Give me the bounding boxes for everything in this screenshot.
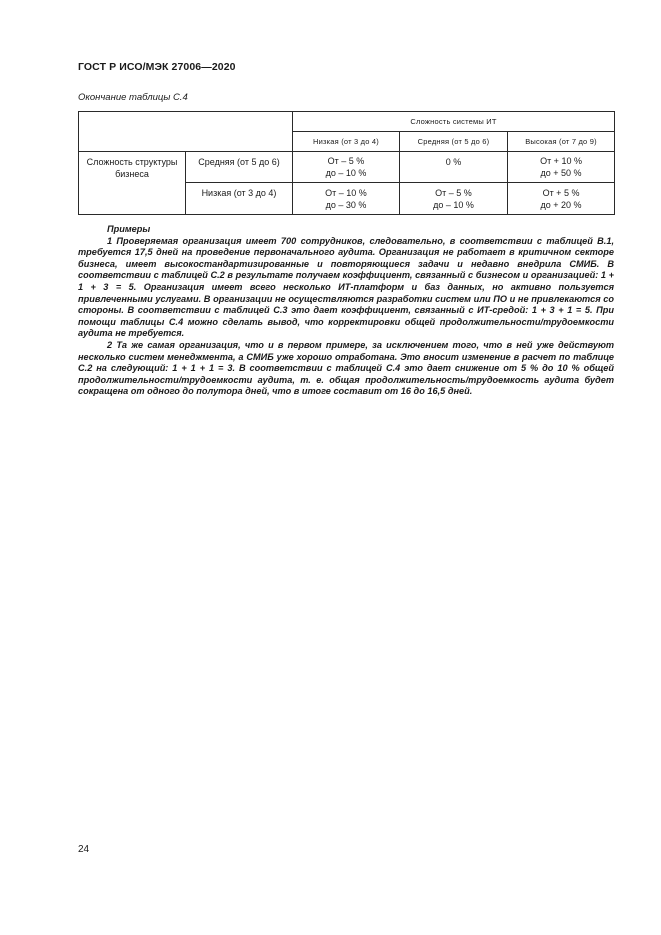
document-header: ГОСТ Р ИСО/МЭК 27006—2020 — [78, 61, 236, 73]
table-cell: От – 10 % до – 30 % — [293, 183, 400, 215]
example-paragraph-2: 2 Та же самая организация, что и в первом примере, за исключением того, что в ней уже действуют несколько систем менеджмента, а СМИБ уже хорошо отработана. Это вносит изменение в расчет по таблице С.2 на следующий: 1 + 1 + 1 = 3. В соответствии с таблицей С.4 это дает снижение от 5 % до 10 % общей продолжительности/трудоемкости аудита, т. е. общая продолжительность/трудоемкость аудита будет сокращена от одного до полутора дней, что в итоге составит от 16 до 16,5 дней. — [78, 339, 614, 397]
column-header-high: Высокая (от 7 до 9) — [508, 132, 615, 152]
table-cell: 0 % — [400, 152, 508, 183]
complexity-table — [78, 111, 615, 215]
business-complexity-label: Сложность структуры бизнеса — [79, 152, 186, 215]
row-label-medium: Средняя (от 5 до 6) — [186, 152, 293, 183]
examples-section — [78, 224, 614, 398]
row-label-low: Низкая (от 3 до 4) — [186, 183, 293, 215]
table-caption: Окончание таблицы С.4 — [78, 92, 188, 103]
page-number: 24 — [78, 844, 90, 855]
table-cell: От – 5 % до – 10 % — [400, 183, 508, 215]
it-complexity-header: Сложность системы ИТ — [293, 112, 615, 132]
example-paragraph-1: 1 Проверяемая организация имеет 700 сотрудников, следовательно, в соответствии с таблицей В.1, требуется 17,5 дней на проведение первоначального аудита. Организация не работает в критичном секторе бизнеса, имеет высокостандартизированные и повторяющиеся задачи и недавно внедрила СМИБ. В соответствии с таблицей С.2 в результате получаем коэффициент, связанный с бизнесом и организацией: 1 + 1 + 3 = 5. Организация имеет всего несколько ИТ-платформ и баз данных, но активно пользуется привлеченными услугами. В организации не осуществляются разработки систем или ПО и не привлекаются со стороны. В соответствии с таблицей С.3 это дает коэффициент, связанный с ИТ-средой: 1 + 3 + 1 = 5. При помощи таблицы С.4 можно сделать вывод, что корректировки общей продолжительности/трудоемкости аудита не требуется. — [78, 235, 614, 339]
table-header-row — [79, 112, 615, 132]
table-cell: От – 5 % до – 10 % — [293, 152, 400, 183]
column-header-medium: Средняя (от 5 до 6) — [400, 132, 508, 152]
table-corner-cell — [79, 112, 293, 152]
table-cell: От + 5 % до + 20 % — [508, 183, 615, 215]
table-cell: От + 10 % до + 50 % — [508, 152, 615, 183]
table-row — [79, 152, 615, 183]
examples-heading: Примеры — [107, 224, 151, 234]
column-header-low: Низкая (от 3 до 4) — [293, 132, 400, 152]
